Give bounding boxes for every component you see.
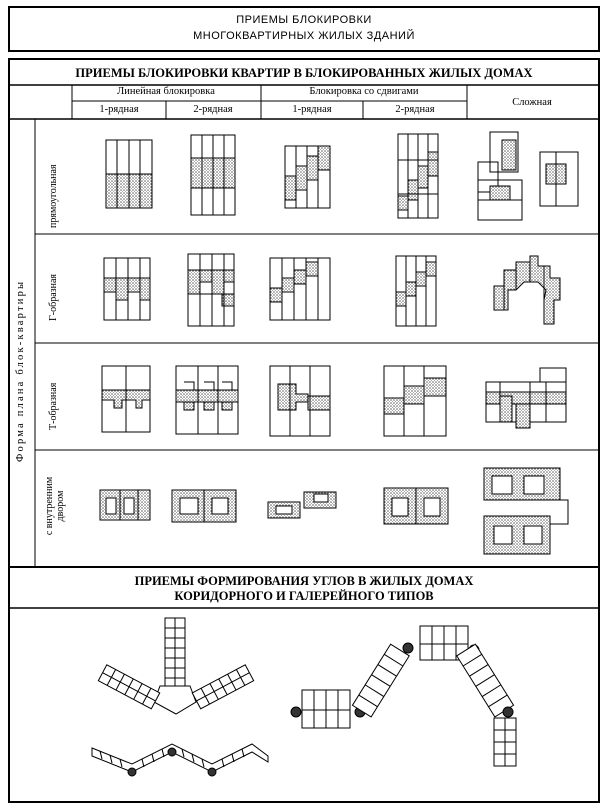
top-title-line2: МНОГОКВАРТИРНЫХ ЖИЛЫХ ЗДАНИЙ xyxy=(193,30,415,42)
section2-title-line2: КОРИДОРНОГО И ГАЛЕРЕЙНОГО ТИПОВ xyxy=(174,589,434,603)
plan-rect-shift-2row xyxy=(398,134,438,218)
plan-yard-shift-1row xyxy=(268,492,336,518)
plan-g-linear-2row xyxy=(188,254,234,326)
plan-t-shift-1row xyxy=(270,366,330,436)
side-label: Форма плана блок-квартиры xyxy=(15,279,26,462)
plan-t-linear-1row xyxy=(102,366,150,432)
plan-rect-complex xyxy=(478,132,578,220)
row-label-g: Г-образная xyxy=(48,274,59,321)
plan-g-shift-2row xyxy=(396,256,436,326)
row-label-t: Т-образная xyxy=(48,382,59,430)
plan-yard-linear-2row xyxy=(172,490,236,522)
subcol-2: 2-рядная xyxy=(193,104,233,115)
row-label-yard-text: с внутренним двором xyxy=(44,476,66,536)
plan-t-linear-2row xyxy=(176,366,238,434)
subcol-1: 1-рядная xyxy=(99,104,139,115)
plan-g-shift-1row xyxy=(270,258,330,320)
row-label-rect: прямоугольная xyxy=(48,164,59,228)
corner-zigzag xyxy=(92,744,268,776)
plan-yard-complex xyxy=(484,468,568,554)
subcol-4: 2-рядная xyxy=(395,104,435,115)
section1-title: ПРИЕМЫ БЛОКИРОВКИ КВАРТИР В БЛОКИРОВАННЫХ ЖИЛЫХ ДОМАХ xyxy=(75,66,533,80)
plan-rect-linear-1row xyxy=(106,140,152,208)
plan-t-shift-2row xyxy=(384,366,446,436)
subcol-3: 1-рядная xyxy=(292,104,332,115)
section2-title-line1: ПРИЕМЫ ФОРМИРОВАНИЯ УГЛОВ В ЖИЛЫХ ДОМАХ xyxy=(134,574,474,588)
col-group-shift: Блокировка со сдвигами xyxy=(309,86,419,97)
plan-rect-linear-2row xyxy=(191,135,235,215)
corner-y-shaped xyxy=(98,618,253,714)
plan-rect-shift-1row xyxy=(285,146,330,208)
col-group-linear: Линейная блокировка xyxy=(117,86,215,97)
plan-g-linear-1row xyxy=(104,258,150,320)
corner-gallery-chain xyxy=(291,626,516,766)
plan-yard-shift-2row xyxy=(384,488,448,524)
col-group-complex: Сложная xyxy=(512,97,552,108)
plan-yard-linear-1row xyxy=(100,490,150,520)
top-title-line1: ПРИЕМЫ БЛОКИРОВКИ xyxy=(236,14,372,26)
plan-t-complex xyxy=(486,368,566,428)
plan-g-complex xyxy=(494,256,560,324)
